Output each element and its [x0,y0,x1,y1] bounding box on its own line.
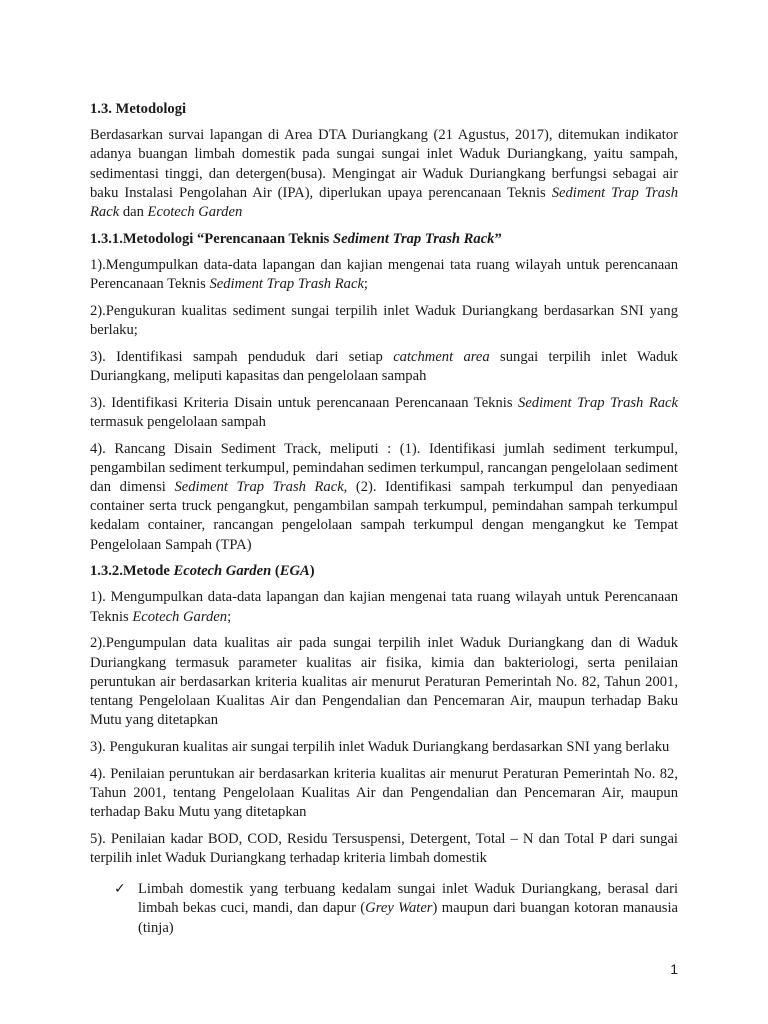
checklist-item-text: Limbah domestik yang terbuang kedalam sungai inlet Waduk Duriangkang, berasal dari limbah bekas cuci, mandi, dan dapur (Grey Water) maupun dari buangan kotoran manausia (tinja) [138,881,679,936]
section-heading-metodologi: 1.3. Metodologi [90,101,187,117]
list-item: 3). Identifikasi Kriteria Disain untuk perencanaan Perencanaan Teknis Sediment Trap Trash Rack termasuk pengelolaan sampah [90,394,678,430]
page-number: 1 [670,961,678,977]
checklist-item [114,880,678,938]
subsection-heading-1-3-2: 1.3.2.Metode Ecotech Garden (EGA) [90,563,315,580]
list-item: 1). Mengumpulkan data-data lapangan dan kajian mengenai tata ruang wilayah untuk Perencanaan Teknis Ecotech Garden; [90,589,678,625]
list-item: 2).Pengumpulan data kualitas air pada sungai terpilih inlet Waduk Duriangkang dan di Waduk Duriangkang termasuk parameter kualitas air fisika, kimia dan bakteriologi, serta penilaian peruntukan air berdasarkan kriteria kualitas air menurut Peraturan Pemerintah No. 82, Tahun 2001, tentang Pengelolaan Kualitas Air dan Pengendalian dan Pencemaran Air, maupun terhadap Baku Mutu yang ditetapkan [90,635,678,729]
list-item: 4). Rancang Disain Sediment Track, meliputi : (1). Identifikasi jumlah sediment terkumpul, pengambilan sediment terkumpul, pemindahan sedimen terkumpul, rancangan pengelolaan sediment dan dimensi Sediment Trap Trash Rack, (2). Identifikasi sampah terkumpul dan penyediaan container serta truck pengangkut, pengambilan sampah terkumpul, pemindahan sampah terkumpul kedalam container, rancangan pengelolaan sampah terkumpul dengan mengangkut ke Tempat Pengelolaan Sampah (TPA) [90,440,678,553]
checkmark-icon: ✓ [114,881,126,898]
list-item: 2).Pengukuran kualitas sediment sungai terpilih inlet Waduk Duriangkang berdasarkan SNI yang berlaku; [90,302,678,339]
subsection-heading-1-3-1: 1.3.1.Metodologi “Perencanaan Teknis Sediment Trap Trash Rack” [90,230,502,247]
intro-paragraph: Berdasarkan survai lapangan di Area DTA Duriangkang (21 Agustus, 2017), ditemukan indikator adanya buangan limbah domestik pada sungai sungai inlet Waduk Duriangkang, yaitu sampah, sedimentasi tinggi, dan detergen(busa). Mengingat air Waduk Duriangkang berfungsi sebagai air baku Instalasi Pengolahan Air (IPA), diperlukan upaya perencanaan Teknis Sediment Trap Trash Rack dan Ecotech Garden [90,127,679,221]
list-item: 3). Identifikasi sampah penduduk dari setiap catchment area sungai terpilih inlet Waduk Duriangkang, meliputi kapasitas dan pengelolaan sampah [90,348,678,384]
list-item: 4). Penilaian peruntukan air berdasarkan kriteria kualitas air menurut Peraturan Pemerintah No. 82, Tahun 2001, tentang Pengelolaan Kualitas Air dan Pengendalian dan Pencemaran Air, maupun terhadap Baku Mutu yang ditetapkan [90,765,678,820]
list-item: 3). Pengukuran kualitas air sungai terpilih inlet Waduk Duriangkang berdasarkan SNI yang berlaku [90,738,670,755]
list-item: 1).Mengumpulkan data-data lapangan dan kajian mengenai tata ruang wilayah untuk perencanaan Perencanaan Teknis Sediment Trap Trash Rack; [90,256,678,293]
list-item: 5). Penilaian kadar BOD, COD, Residu Tersuspensi, Detergent, Total – N dan Total P dari sungai terpilih inlet Waduk Duriangkang terhadap kriteria limbah domestik [90,830,678,866]
